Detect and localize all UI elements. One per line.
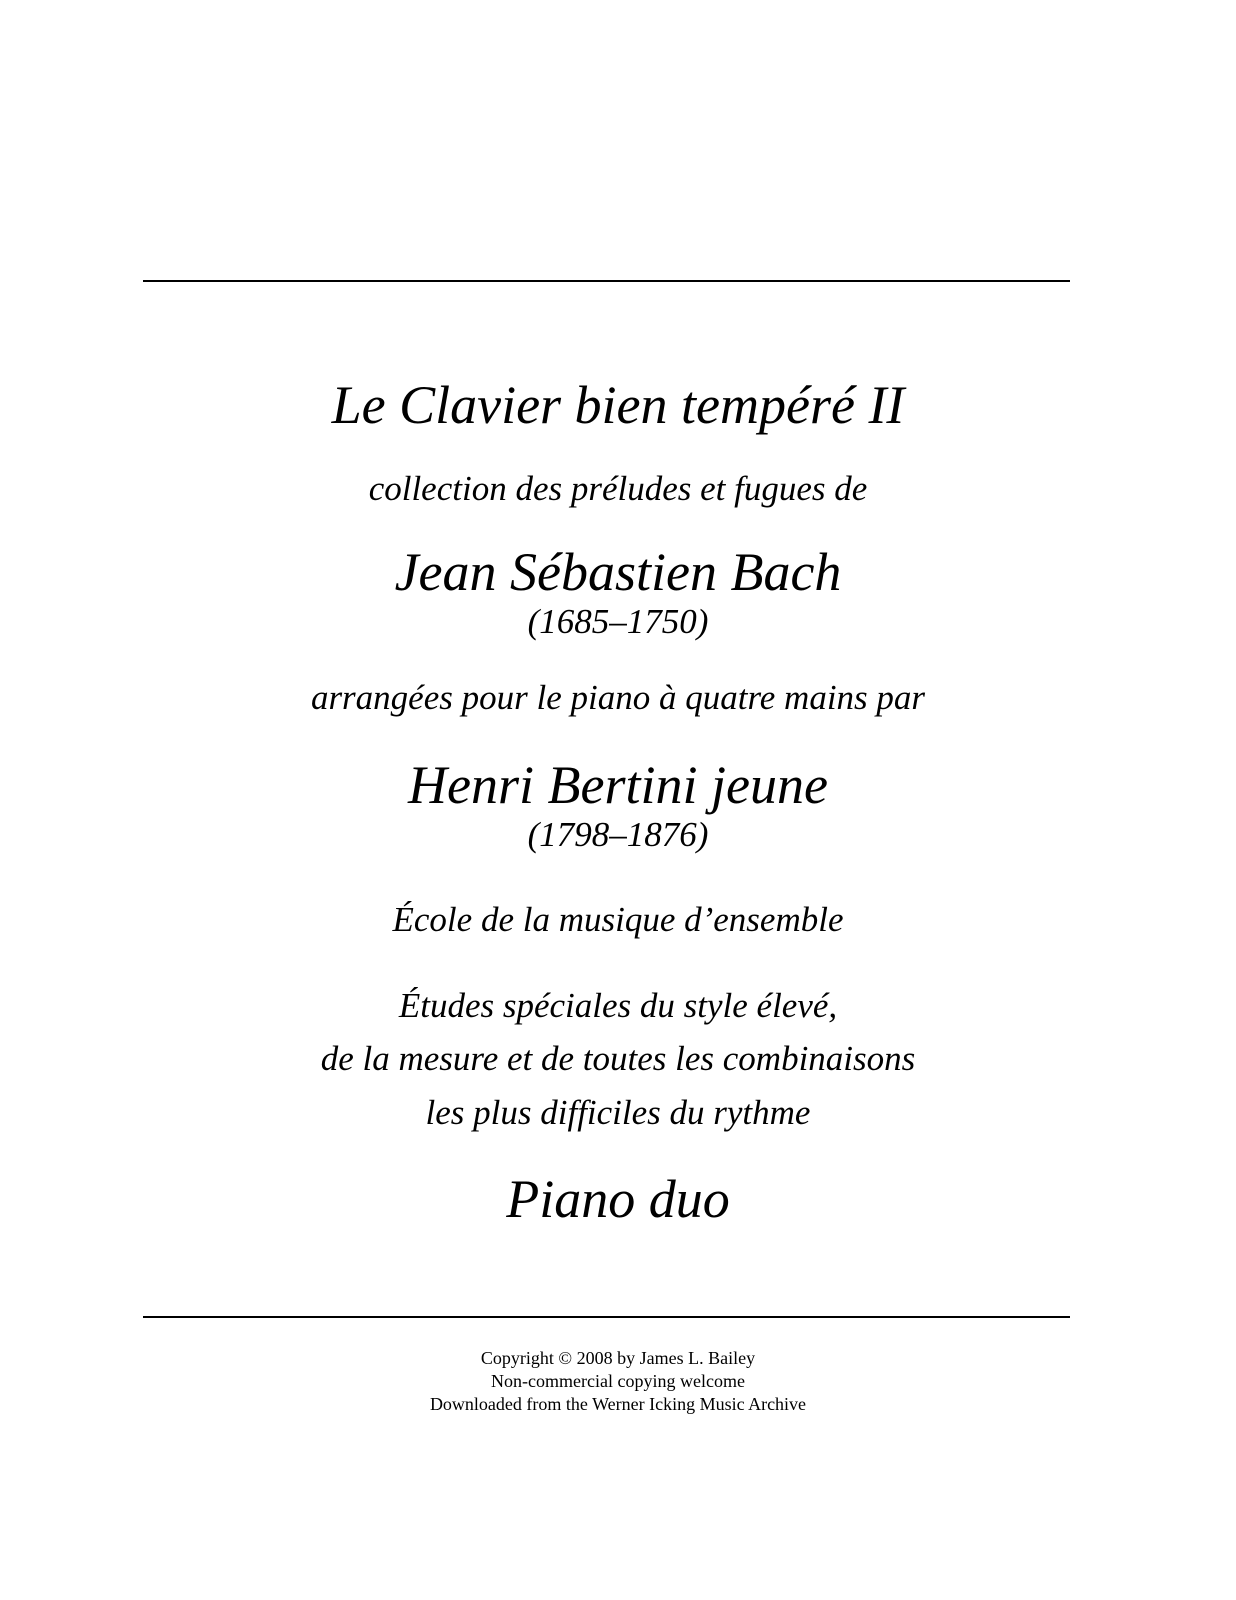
top-rule [143,280,1070,282]
etudes-line: de la mesure et de toutes les combinaisons [320,1039,916,1078]
arranger-name: Henri Bertini jeune [408,755,828,815]
footer-license: Non-commercial copying welcome [491,1371,745,1391]
school-line: École de la musique d’ensemble [392,900,844,939]
arranger-dates: (1798–1876) [527,815,709,854]
etudes-line: Études spéciales du style élevé, [398,986,838,1025]
work-subtitle: collection des préludes et fugues de [368,469,868,508]
composer-name: Jean Sébastien Bach [394,542,842,602]
etudes-line: les plus difficiles du rythme [425,1093,811,1132]
instrumentation: Piano duo [506,1169,730,1229]
arranged-by-line: arrangées pour le piano à quatre mains par [310,678,926,717]
footer-source: Downloaded from the Werner Icking Music Archive [429,1394,807,1414]
bottom-rule [143,1316,1070,1318]
footer-copyright: Copyright © 2008 by James L. Bailey [480,1348,756,1368]
work-title: Le Clavier bien tempéré II [331,375,905,435]
composer-dates: (1685–1750) [527,602,709,641]
